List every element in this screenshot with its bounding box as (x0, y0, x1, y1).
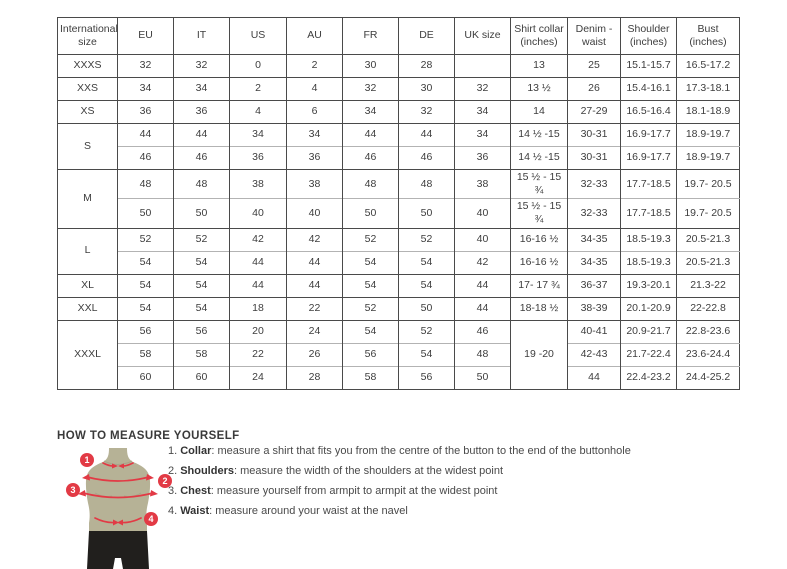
table-cell: 14 ½ -15 (511, 124, 568, 147)
table-cell: 34-35 (568, 251, 621, 274)
table-cell: 34 (287, 124, 343, 147)
table-cell: 54 (399, 274, 455, 297)
table-cell: 44 (399, 124, 455, 147)
table-row (58, 297, 740, 320)
table-cell: 52 (399, 320, 455, 343)
header-shirt-collar: Shirt collar (inches) (511, 18, 568, 55)
table-row (58, 78, 740, 101)
table-cell: 40 (287, 199, 343, 228)
table-cell: 0 (230, 55, 287, 78)
table-cell: 18-18 ½ (511, 297, 568, 320)
size-label-xl: XL (58, 274, 118, 297)
table-cell: 24 (287, 320, 343, 343)
table-cell: 48 (118, 170, 174, 199)
table-cell: 38 (230, 170, 287, 199)
header-it: IT (174, 18, 230, 55)
table-cell: 32 (174, 55, 230, 78)
table-cell: 54 (118, 274, 174, 297)
table-cell: 14 (511, 101, 568, 124)
size-label-m: M (58, 170, 118, 229)
header-denim-waist: Denim - waist (568, 18, 621, 55)
table-row (58, 199, 740, 228)
table-cell: 44 (568, 366, 621, 389)
header-au: AU (287, 18, 343, 55)
table-cell: 54 (118, 251, 174, 274)
table-cell: 40 (230, 199, 287, 228)
table-cell: 52 (118, 228, 174, 251)
header-uk-size: UK size (455, 18, 511, 55)
measure-item-waist (168, 505, 743, 518)
table-row (58, 55, 740, 78)
table-cell: 48 (399, 170, 455, 199)
table-cell: 38-39 (568, 297, 621, 320)
table-cell: 56 (399, 366, 455, 389)
table-cell: 18.5-19.3 (621, 228, 677, 251)
table-cell: 44 (118, 124, 174, 147)
measurement-diagram (57, 444, 179, 569)
table-cell: 60 (118, 366, 174, 389)
table-cell: 44 (287, 251, 343, 274)
table-cell: 27-29 (568, 101, 621, 124)
table-cell: 40-41 (568, 320, 621, 343)
table-cell: 16-16 ½ (511, 251, 568, 274)
table-row (58, 170, 740, 199)
table-cell: 17.7-18.5 (621, 199, 677, 228)
header-international-size: International size (58, 18, 118, 55)
chest-arrowhead-right (150, 490, 158, 497)
table-cell: 52 (343, 228, 399, 251)
size-label-xxl: XXL (58, 297, 118, 320)
table-cell: 6 (287, 101, 343, 124)
table-cell: 48 (174, 170, 230, 199)
measure-instructions-list (168, 445, 743, 525)
table-cell: 46 (343, 147, 399, 170)
table-cell: 15.1-15.7 (621, 55, 677, 78)
table-cell: 15 ½ - 15 ¾ (511, 170, 568, 199)
table-cell: 32-33 (568, 170, 621, 199)
table-cell: 18.9-19.7 (677, 124, 740, 147)
table-row (58, 147, 740, 170)
table-cell: 54 (399, 251, 455, 274)
table-cell: 36-37 (568, 274, 621, 297)
table-cell: 23.6-24.4 (677, 343, 740, 366)
table-cell: 44 (230, 274, 287, 297)
table-cell: 44 (343, 124, 399, 147)
table-row (58, 343, 740, 366)
header-bust: Bust (inches) (677, 18, 740, 55)
table-cell: 15 ½ - 15 ¾ (511, 199, 568, 228)
table-cell: 36 (287, 147, 343, 170)
measure-item-text: : measure yourself from armpit to armpit at the widest point (210, 485, 498, 497)
table-cell: 32 (118, 55, 174, 78)
table-cell: 54 (118, 297, 174, 320)
measure-item-text: : measure around your waist at the navel (209, 505, 408, 517)
table-cell: 18.9-19.7 (677, 147, 740, 170)
table-cell: 58 (118, 343, 174, 366)
table-cell: 16.5-17.2 (677, 55, 740, 78)
table-cell: 56 (174, 320, 230, 343)
table-cell: 19.7- 20.5 (677, 199, 740, 228)
measure-item-chest (168, 485, 743, 498)
table-cell: 26 (568, 78, 621, 101)
table-cell: 34 (343, 101, 399, 124)
table-cell: 34 (174, 78, 230, 101)
size-label-l: L (58, 228, 118, 274)
table-cell: 16.9-17.7 (621, 147, 677, 170)
table-cell: 34 (230, 124, 287, 147)
measure-item-text: : measure a shirt that fits you from the centre of the button to the end of the buttonhole (211, 445, 631, 457)
table-cell: 46 (174, 147, 230, 170)
measure-item-number: 4. (168, 505, 178, 517)
measure-item-number: 3. (168, 485, 178, 497)
table-cell: 54 (174, 274, 230, 297)
badge-1-number: 1 (84, 455, 90, 466)
header-row (58, 18, 740, 55)
header-shoulder: Shoulder (inches) (621, 18, 677, 55)
table-cell (455, 55, 511, 78)
size-label-xs: XS (58, 101, 118, 124)
size-label-s: S (58, 124, 118, 170)
table-row (58, 124, 740, 147)
table-cell: 4 (287, 78, 343, 101)
measure-item-term: Collar (180, 445, 212, 457)
table-cell: 20.1-20.9 (621, 297, 677, 320)
table-cell: 48 (343, 170, 399, 199)
table-cell: 18.5-19.3 (621, 251, 677, 274)
table-cell: 34 (455, 101, 511, 124)
measure-item-shoulders (168, 465, 743, 478)
table-cell: 22.8-23.6 (677, 320, 740, 343)
table-cell: 21.3-22 (677, 274, 740, 297)
table-cell: 42 (455, 251, 511, 274)
table-cell: 50 (343, 199, 399, 228)
table-cell: 20 (230, 320, 287, 343)
table-cell: 4 (230, 101, 287, 124)
table-cell: 54 (399, 343, 455, 366)
table-cell: 40 (455, 199, 511, 228)
header-us: US (230, 18, 287, 55)
collar-merged-cell: 19 -20 (511, 320, 568, 389)
table-cell: 13 ½ (511, 78, 568, 101)
mannequin-trousers (87, 531, 149, 569)
table-cell: 36 (230, 147, 287, 170)
table-cell: 18.1-18.9 (677, 101, 740, 124)
size-chart-table (57, 17, 740, 390)
header-fr: FR (343, 18, 399, 55)
table-cell: 58 (174, 343, 230, 366)
measure-item-number: 2. (168, 465, 178, 477)
table-cell: 30 (399, 78, 455, 101)
table-cell: 44 (455, 274, 511, 297)
table-cell: 22 (287, 297, 343, 320)
table-cell: 32 (399, 101, 455, 124)
table-cell: 54 (343, 251, 399, 274)
shoulder-arrowhead-left (82, 474, 90, 481)
table-cell: 32 (455, 78, 511, 101)
table-cell: 19.3-20.1 (621, 274, 677, 297)
table-cell: 48 (455, 343, 511, 366)
table-cell: 20.9-21.7 (621, 320, 677, 343)
table-row (58, 320, 740, 343)
table-cell: 26 (287, 343, 343, 366)
table-cell: 40 (455, 228, 511, 251)
header-de: DE (399, 18, 455, 55)
table-cell: 32-33 (568, 199, 621, 228)
table-cell: 54 (174, 297, 230, 320)
table-cell: 46 (399, 147, 455, 170)
table-cell: 15.4-16.1 (621, 78, 677, 101)
table-cell: 34 (455, 124, 511, 147)
table-cell: 54 (174, 251, 230, 274)
table-cell: 46 (118, 147, 174, 170)
table-cell: 50 (455, 366, 511, 389)
table-cell: 16.5-16.4 (621, 101, 677, 124)
table-cell: 52 (399, 228, 455, 251)
table-cell: 24 (230, 366, 287, 389)
measure-item-text: : measure the width of the shoulders at the widest point (233, 465, 504, 477)
table-cell: 17.3-18.1 (677, 78, 740, 101)
size-label-xxs: XXS (58, 78, 118, 101)
size-label-xxxs: XXXS (58, 55, 118, 78)
table-cell: 52 (174, 228, 230, 251)
table-row (58, 228, 740, 251)
badge-4-number: 4 (148, 514, 154, 525)
table-cell: 36 (455, 147, 511, 170)
badge-3-number: 3 (70, 485, 76, 496)
table-cell: 19.7- 20.5 (677, 170, 740, 199)
table-cell: 16-16 ½ (511, 228, 568, 251)
table-cell: 38 (455, 170, 511, 199)
table-cell: 22 (230, 343, 287, 366)
table-cell: 28 (287, 366, 343, 389)
table-cell: 21.7-22.4 (621, 343, 677, 366)
table-cell: 34-35 (568, 228, 621, 251)
table-cell: 2 (287, 55, 343, 78)
table-cell: 44 (230, 251, 287, 274)
table-row (58, 274, 740, 297)
table-cell: 36 (174, 101, 230, 124)
table-cell: 16.9-17.7 (621, 124, 677, 147)
table-cell: 34 (118, 78, 174, 101)
shoulder-arrowhead-right (146, 474, 154, 481)
table-cell: 54 (343, 274, 399, 297)
measure-item-term: Shoulders (180, 465, 234, 477)
measure-heading: HOW TO MEASURE YOURSELF (57, 430, 240, 442)
table-row (58, 251, 740, 274)
size-label-xxxl: XXXL (58, 320, 118, 389)
table-cell: 22-22.8 (677, 297, 740, 320)
table-cell: 44 (174, 124, 230, 147)
table-cell: 30 (343, 55, 399, 78)
table-cell: 44 (287, 274, 343, 297)
table-cell: 30-31 (568, 147, 621, 170)
table-cell: 22.4-23.2 (621, 366, 677, 389)
table-cell: 46 (455, 320, 511, 343)
table-cell: 32 (343, 78, 399, 101)
table-cell: 18 (230, 297, 287, 320)
table-cell: 42-43 (568, 343, 621, 366)
table-cell: 50 (118, 199, 174, 228)
table-cell: 42 (230, 228, 287, 251)
table-cell: 25 (568, 55, 621, 78)
header-eu: EU (118, 18, 174, 55)
table-cell: 2 (230, 78, 287, 101)
table-cell: 28 (399, 55, 455, 78)
table-cell: 52 (343, 297, 399, 320)
badge-2-number: 2 (162, 476, 168, 487)
table-cell: 60 (174, 366, 230, 389)
table-cell: 50 (174, 199, 230, 228)
measure-item-term: Waist (180, 505, 210, 517)
table-row (58, 101, 740, 124)
table-cell: 58 (343, 366, 399, 389)
table-cell: 42 (287, 228, 343, 251)
measure-item-number: 1. (168, 445, 178, 457)
table-cell: 14 ½ -15 (511, 147, 568, 170)
table-cell: 17.7-18.5 (621, 170, 677, 199)
table-row (58, 366, 740, 389)
table-cell: 50 (399, 199, 455, 228)
measure-item-term: Chest (180, 485, 211, 497)
table-cell: 56 (118, 320, 174, 343)
table-cell: 50 (399, 297, 455, 320)
table-cell: 30-31 (568, 124, 621, 147)
table-cell: 56 (343, 343, 399, 366)
table-cell: 17- 17 ¾ (511, 274, 568, 297)
table-cell: 20.5-21.3 (677, 228, 740, 251)
table-cell: 20.5-21.3 (677, 251, 740, 274)
measure-item-collar (168, 445, 743, 458)
table-cell: 38 (287, 170, 343, 199)
table-cell: 13 (511, 55, 568, 78)
table-cell: 54 (343, 320, 399, 343)
table-cell: 24.4-25.2 (677, 366, 740, 389)
size-table-body (58, 55, 740, 390)
table-cell: 36 (118, 101, 174, 124)
table-cell: 44 (455, 297, 511, 320)
